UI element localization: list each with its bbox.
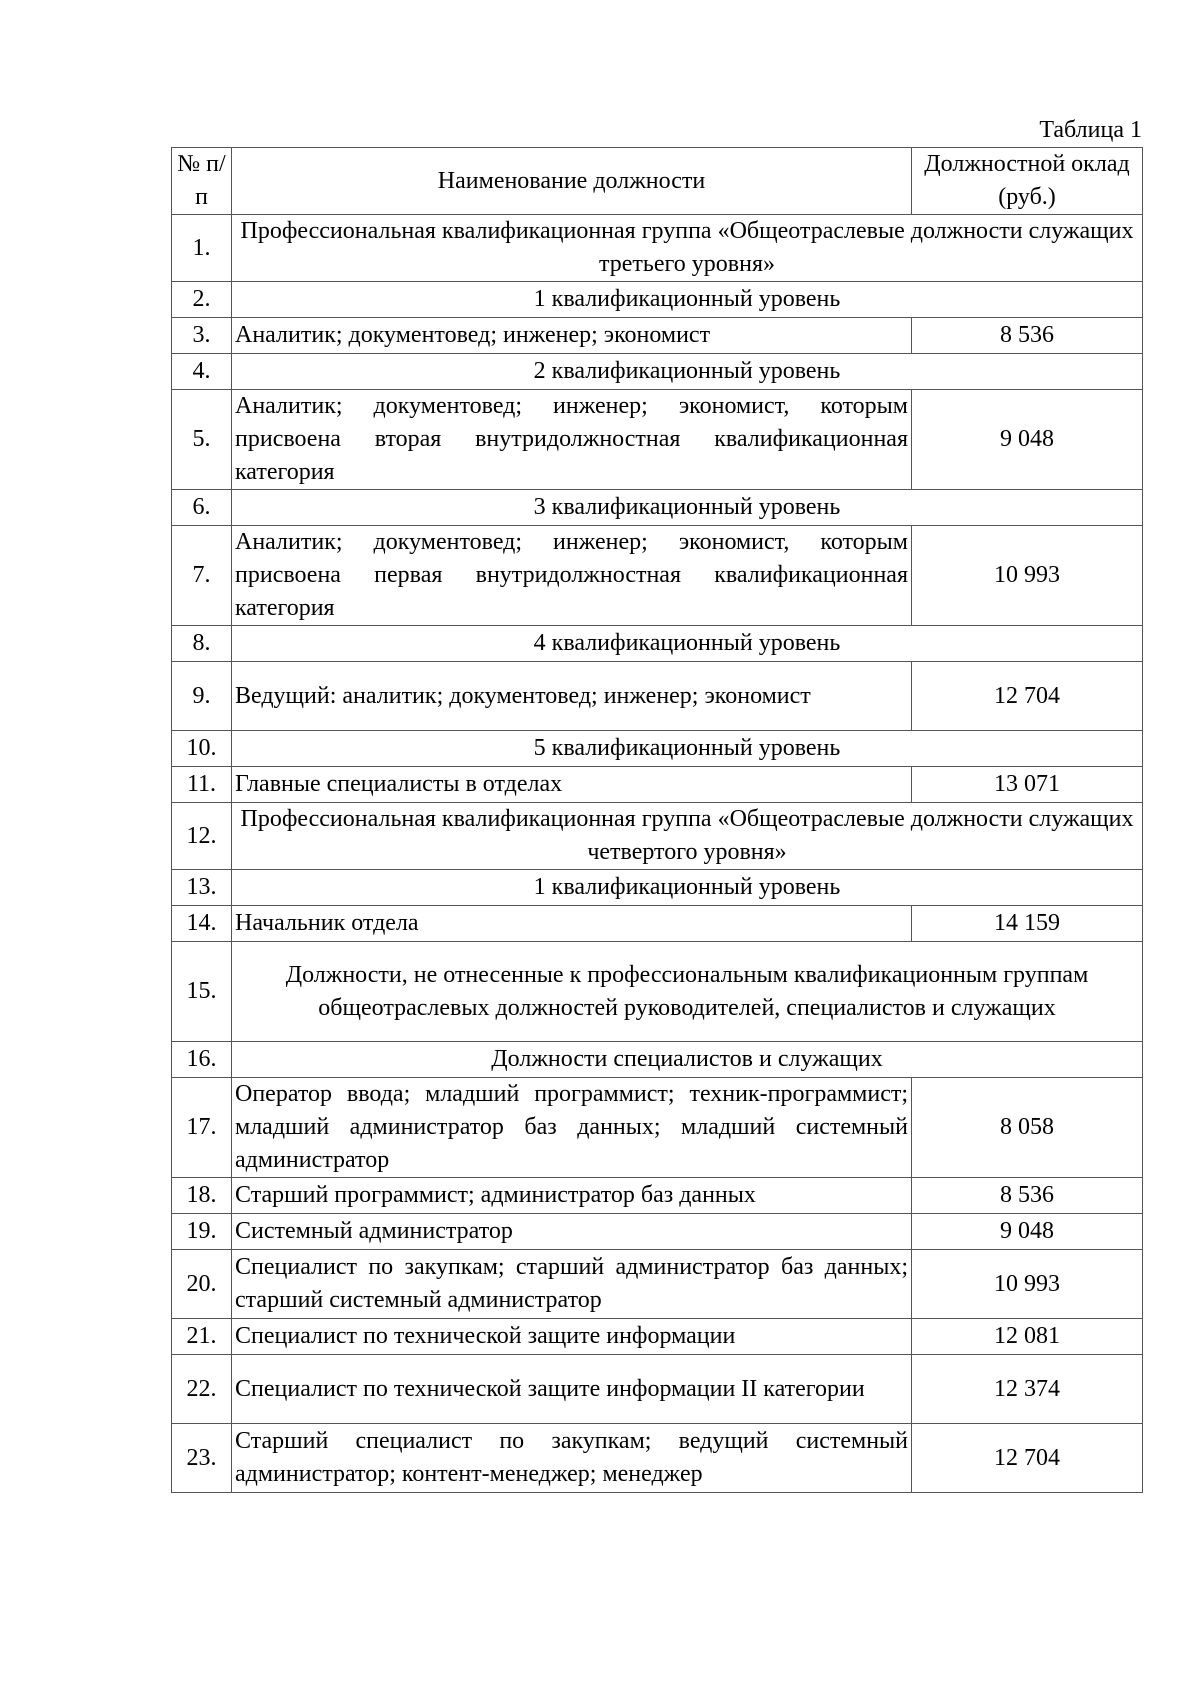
salary-value: 12 374 [912, 1355, 1143, 1424]
position-name: Ведущий: аналитик; документовед; инженер; экономист [232, 662, 912, 731]
position-name: Аналитик; документовед; инженер; экономист, которым присвоена первая внутридолжностная квалификационная категория [232, 526, 912, 626]
group-heading: Профессиональная квалификационная группа «Общеотраслевые должности служащих третьего уровня» [232, 215, 1143, 282]
level-heading: Должности специалистов и служащих [232, 1042, 1143, 1078]
row-number: 2. [172, 282, 232, 318]
table-row [172, 767, 1143, 803]
position-name: Специалист по закупкам; старший администратор баз данных; старший системный администратор [232, 1250, 912, 1319]
level-heading: 2 квалификационный уровень [232, 354, 1143, 390]
level-heading: 5 квалификационный уровень [232, 731, 1143, 767]
row-number: 10. [172, 731, 232, 767]
row-number: 15. [172, 942, 232, 1042]
position-name: Специалист по технической защите информации [232, 1319, 912, 1355]
table-row [172, 1178, 1143, 1214]
position-name: Аналитик; документовед; инженер; экономист, которым присвоена вторая внутридолжностная квалификационная категория [232, 390, 912, 490]
position-name: Специалист по технической защите информации II категории [232, 1355, 912, 1424]
table-row [172, 1078, 1143, 1178]
table-row [172, 1042, 1143, 1078]
row-number: 22. [172, 1355, 232, 1424]
row-number: 12. [172, 803, 232, 870]
salary-value: 12 081 [912, 1319, 1143, 1355]
table-body [172, 215, 1143, 1493]
position-name: Старший программист; администратор баз данных [232, 1178, 912, 1214]
salary-value: 8 058 [912, 1078, 1143, 1178]
group-heading: Профессиональная квалификационная группа «Общеотраслевые должности служащих четвертого уровня» [232, 803, 1143, 870]
row-number: 14. [172, 906, 232, 942]
row-number: 9. [172, 662, 232, 731]
salary-value: 14 159 [912, 906, 1143, 942]
salary-value: 13 071 [912, 767, 1143, 803]
salary-value: 9 048 [912, 1214, 1143, 1250]
row-number: 13. [172, 870, 232, 906]
row-number: 7. [172, 526, 232, 626]
table-row [172, 870, 1143, 906]
header-salary: Должностной оклад (руб.) [912, 148, 1143, 215]
row-number: 18. [172, 1178, 232, 1214]
position-name: Главные специалисты в отделах [232, 767, 912, 803]
row-number: 17. [172, 1078, 232, 1178]
row-number: 16. [172, 1042, 232, 1078]
table-row [172, 731, 1143, 767]
position-name: Оператор ввода; младший программист; техник-программист; младший администратор баз данных; младший системный администратор [232, 1078, 912, 1178]
position-name: Системный администратор [232, 1214, 912, 1250]
row-number: 6. [172, 490, 232, 526]
header-name: Наименование должности [232, 148, 912, 215]
level-heading: 1 квалификационный уровень [232, 282, 1143, 318]
table-row [172, 1424, 1143, 1493]
row-number: 20. [172, 1250, 232, 1319]
table-row [172, 215, 1143, 282]
salary-value: 10 993 [912, 1250, 1143, 1319]
position-name: Старший специалист по закупкам; ведущий системный администратор; контент-менеджер; менеджер [232, 1424, 912, 1493]
table-row [172, 942, 1143, 1042]
table-row [172, 803, 1143, 870]
table-row [172, 282, 1143, 318]
salary-value: 8 536 [912, 1178, 1143, 1214]
table-row [172, 318, 1143, 354]
row-number: 21. [172, 1319, 232, 1355]
table-row [172, 906, 1143, 942]
table-row [172, 626, 1143, 662]
salary-table [171, 147, 1143, 1493]
salary-value: 9 048 [912, 390, 1143, 490]
table-row [172, 490, 1143, 526]
row-number: 19. [172, 1214, 232, 1250]
level-heading: 1 квалификационный уровень [232, 870, 1143, 906]
row-number: 5. [172, 390, 232, 490]
table-row [172, 1250, 1143, 1319]
table-row [172, 526, 1143, 626]
table-row [172, 662, 1143, 731]
salary-value: 8 536 [912, 318, 1143, 354]
group-heading: Должности, не отнесенные к профессиональным квалификационным группам общеотраслевых должностей руководителей, специалистов и служащих [232, 942, 1143, 1042]
level-heading: 4 квалификационный уровень [232, 626, 1143, 662]
table-row [172, 1319, 1143, 1355]
row-number: 23. [172, 1424, 232, 1493]
salary-value: 12 704 [912, 1424, 1143, 1493]
row-number: 11. [172, 767, 232, 803]
salary-value: 12 704 [912, 662, 1143, 731]
position-name: Аналитик; документовед; инженер; экономист [232, 318, 912, 354]
table-caption: Таблица 1 [1039, 117, 1142, 143]
header-num: № п/п [172, 148, 232, 215]
row-number: 1. [172, 215, 232, 282]
row-number: 4. [172, 354, 232, 390]
table-row [172, 390, 1143, 490]
table-row [172, 1214, 1143, 1250]
row-number: 8. [172, 626, 232, 662]
level-heading: 3 квалификационный уровень [232, 490, 1143, 526]
table-header-row [172, 148, 1143, 215]
table-row [172, 1355, 1143, 1424]
row-number: 3. [172, 318, 232, 354]
table-row [172, 354, 1143, 390]
position-name: Начальник отдела [232, 906, 912, 942]
salary-value: 10 993 [912, 526, 1143, 626]
